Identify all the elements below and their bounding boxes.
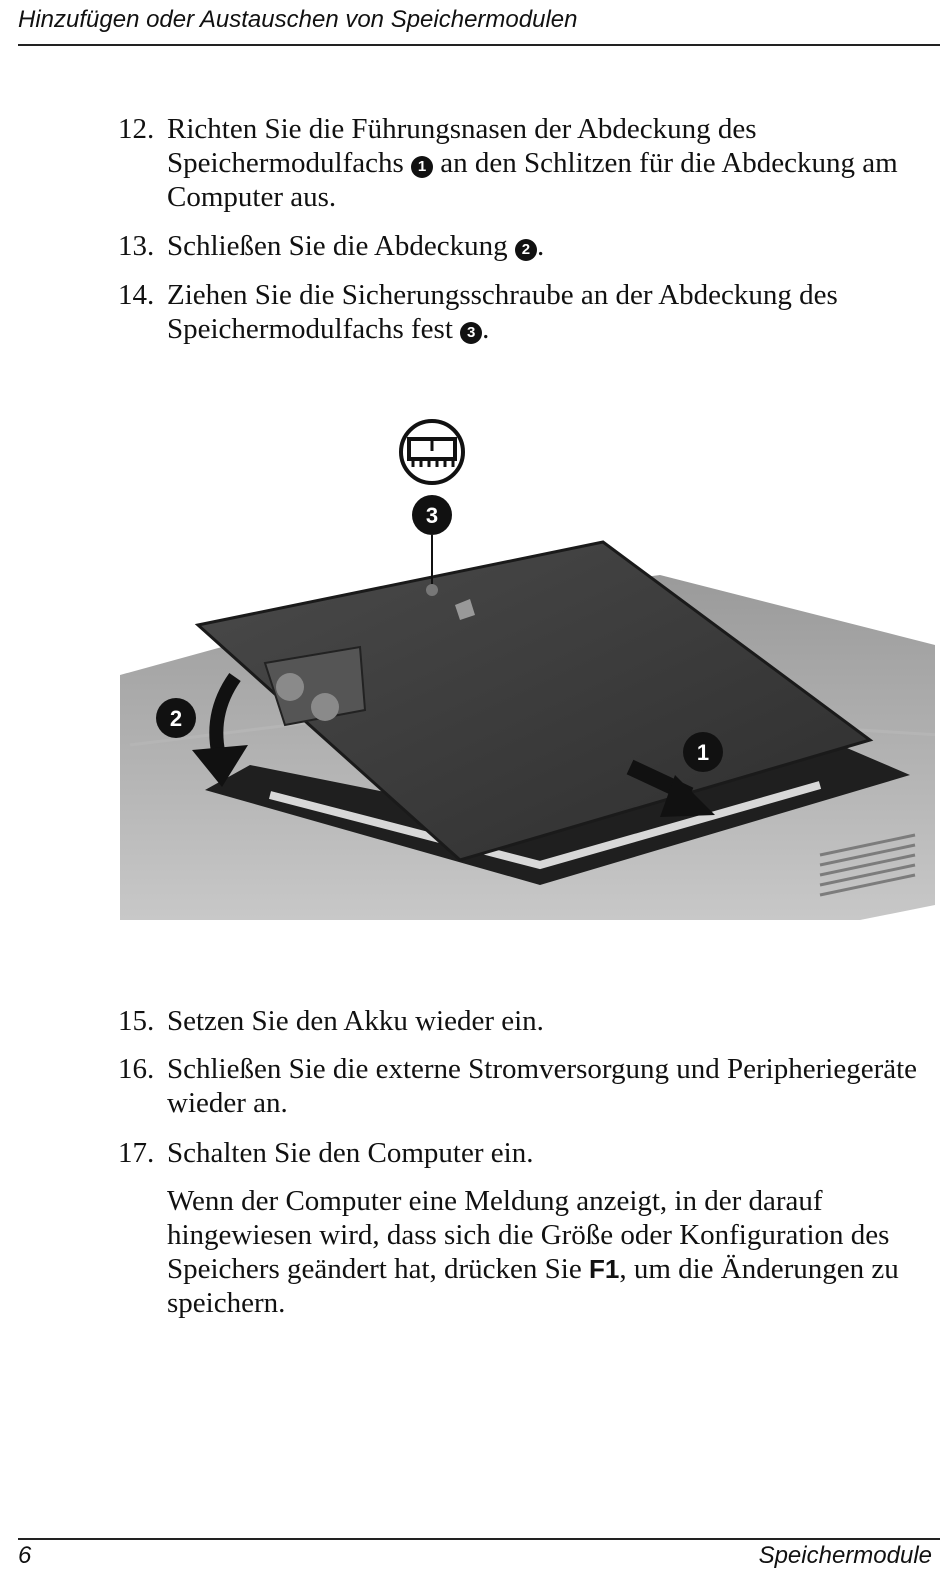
footer-section-title: Speichermodule (758, 1542, 932, 1569)
header-rule (18, 44, 940, 46)
step-number: 14. (118, 279, 155, 311)
step-text: Schalten Sie den Computer ein. (167, 1137, 534, 1169)
step-text: Schließen Sie die externe Stromversorgung und Peripheriegeräte wieder an. (167, 1053, 918, 1119)
step-number: 15. (118, 1005, 155, 1037)
callout-1-icon: 1 (411, 156, 433, 178)
figure-callout-1 (683, 732, 723, 772)
callout-2-icon: 2 (515, 239, 537, 261)
step-number: 16. (118, 1053, 155, 1085)
note-paragraph: Wenn der Computer eine Meldung anzeigt, in der darauf hingewiesen wird, dass sich die Größe oder Konfiguration des Speichers geändert hat, drücken Sie F1, um die Änderungen zu speichern. (167, 1185, 899, 1319)
svg-text:1: 1 (696, 740, 710, 765)
step-number: 17. (118, 1137, 155, 1169)
step-text: Setzen Sie den Akku wieder ein. (167, 1005, 544, 1037)
callout-3-icon: 3 (460, 322, 482, 344)
step-number: 13. (118, 230, 155, 262)
step-text: Richten Sie die Führungsnasen der Abdeckung des Speichermodulfachs 1 an den Schlitzen für die Abdeckung am Computer aus. (167, 113, 898, 213)
key-f1: F1 (588, 1254, 620, 1284)
step-number: 12. (118, 113, 155, 145)
svg-text:3: 3 (425, 503, 439, 528)
step-text: Schließen Sie die Abdeckung 2 . (167, 230, 545, 262)
step-text: Ziehen Sie die Sicherungsschraube an der Abdeckung des Speichermodulfachs fest 3 . (167, 279, 838, 345)
memory-cover-illustration (120, 415, 935, 930)
figure-callout-3 (412, 495, 452, 535)
running-header: Hinzufügen oder Austauschen von Speichermodulen (18, 6, 578, 33)
page-number: 6 (18, 1542, 32, 1569)
memory-module-icon (401, 421, 463, 483)
svg-text:2: 2 (169, 706, 183, 731)
footer-rule (18, 1538, 940, 1540)
figure-callout-2 (156, 698, 196, 738)
